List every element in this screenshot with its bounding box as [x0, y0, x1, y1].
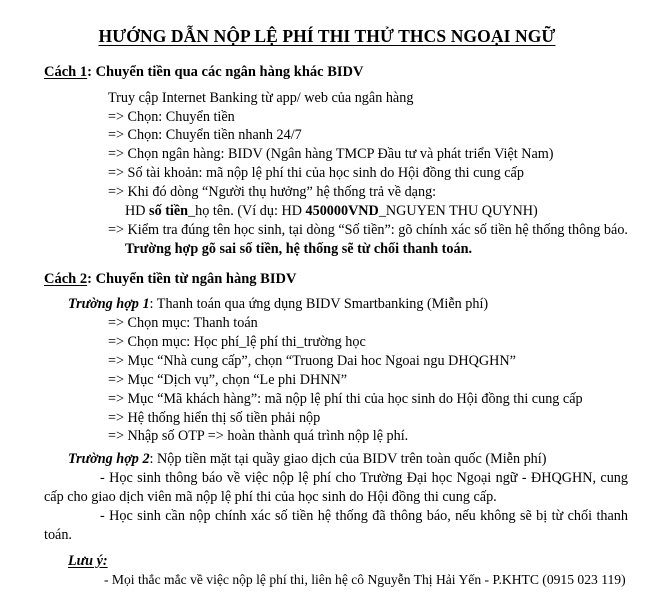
spacer: [44, 47, 636, 64]
spacer: [44, 545, 636, 552]
page-title: [44, 0, 636, 47]
note-heading: [44, 552, 636, 571]
case-1-label: Trường hợp 1: [68, 296, 150, 313]
section-heading-method-2: [44, 271, 636, 289]
example-prefix: HD: [125, 202, 150, 219]
page-title-text: HƯỚNG DẪN NỘP LỆ PHÍ THI THỬ THCS NGOẠI NGỮ: [98, 26, 556, 46]
method-2-heading-rest: : Chuyển tiền từ ngân hàng BIDV: [87, 270, 297, 287]
spacer: [44, 82, 636, 89]
case-1-step: => Chọn mục: Thanh toán: [108, 315, 258, 332]
method-1-step: => Chọn ngân hàng: BIDV (Ngân hàng TMCP Đầu tư và phát triển Việt Nam): [108, 146, 554, 163]
method-1-heading-rest: : Chuyển tiền qua các ngân hàng khác BIDV: [87, 64, 364, 80]
case-1-heading-rest: : Thanh toán qua ứng dụng BIDV Smartbanking (Miễn phí): [149, 296, 489, 313]
case-1-step: => Mục “Nhà cung cấp”, chọn “Truong Dai hoc Ngoai ngu DHQGHN”: [108, 352, 516, 369]
case-2-bullet: - Học sinh cần nộp chính xác số tiền hệ thống đã thông báo, nếu không sẽ bị từ chối thanh toán.: [44, 507, 628, 543]
example-bold-amount-label: số tiền: [149, 202, 189, 219]
method-2-case-1-heading: [44, 295, 636, 314]
example-bold-amount-value: 450000VND: [305, 202, 379, 219]
method-1-step: => Chọn: Chuyển tiền: [108, 108, 235, 125]
method-1-label: Cách 1: [44, 64, 88, 80]
case-1-step: => Mục “Dịch vụ”, chọn “Le phi DHNN”: [108, 371, 347, 388]
section-heading-method-1: [44, 64, 636, 82]
method-1-check-line: => Kiểm tra đúng tên học sinh, tại dòng “Số tiền”: gõ chính xác số tiền hệ thống thông báo.: [108, 221, 628, 238]
case-1-step: => Mục “Mã khách hàng”: mã nộp lệ phí thi của học sinh do Hội đồng thi cung cấp: [108, 390, 583, 407]
method-2-case-2-heading: [44, 450, 636, 469]
case-1-step: => Hệ thống hiển thị số tiền phải nộp: [108, 409, 321, 426]
spacer: [44, 288, 636, 295]
note-label: Lưu ý:: [68, 552, 108, 569]
example-middle: _họ tên. (Ví dụ: HD: [188, 202, 306, 219]
case-2-bullet: - Học sinh thông báo về việc nộp lệ phí cho Trường Đại học Ngoại ngữ - ĐHQGHN, cung cấp cho giao dịch viên mã nộp lệ phí thi của học sinh do Hội đồng thi cung cấp.: [44, 470, 628, 505]
method-1-warning: Trường hợp gõ sai số tiền, hệ thống sẽ từ chối thanh toán.: [125, 240, 473, 257]
method-1-intro: Truy cập Internet Banking từ app/ web của ngân hàng: [108, 89, 414, 106]
method-1-example-line: [44, 202, 636, 221]
example-suffix: _NGUYEN THU QUYNH): [378, 202, 538, 219]
note-item: - Mọi thắc mắc về việc nộp lệ phí thi, liên hệ cô Nguyễn Thị Hải Yến - P.KHTC (0915 023 119): [104, 571, 626, 587]
case-2-heading-rest: : Nộp tiền mặt tại quầy giao dịch của BIDV trên toàn quốc (Miễn phí): [149, 451, 547, 468]
case-1-step: => Nhập số OTP => hoàn thành quá trình nộp lệ phí.: [108, 428, 409, 445]
method-1-step: => Chọn: Chuyển tiền nhanh 24/7: [108, 127, 302, 144]
case-2-label: Trường hợp 2: [68, 451, 150, 468]
spacer: [44, 259, 636, 271]
method-1-step: => Khi đó dòng “Người thụ hưởng” hệ thống trả về dạng:: [108, 184, 437, 201]
case-1-step: => Chọn mục: Học phí_lệ phí thi_trường học: [108, 334, 366, 350]
method-1-step: => Số tài khoản: mã nộp lệ phí thi của học sinh do Hội đồng thi cung cấp: [108, 165, 524, 182]
method-2-label: Cách 2: [44, 270, 88, 287]
